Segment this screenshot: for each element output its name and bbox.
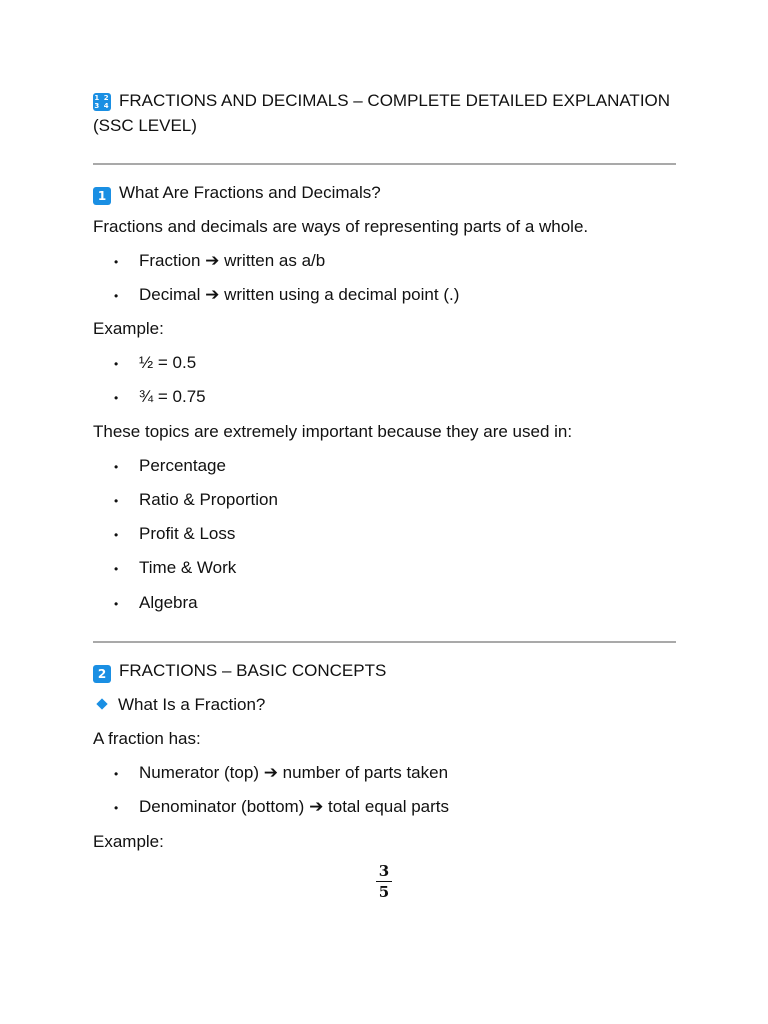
numbers-icon: 1 2 3 4 [94, 94, 110, 110]
section-2-heading-text: FRACTIONS – BASIC CONCEPTS [119, 661, 387, 680]
bullet-icon: • [114, 357, 119, 371]
uses-intro: These topics are extremely important because they are used in: [93, 422, 573, 441]
list-item [114, 557, 236, 580]
list-item-text: Denominator (bottom) ➔ total equal parts [139, 797, 450, 816]
page-title [93, 88, 678, 138]
section-1-heading-text: What Are Fractions and Decimals? [119, 183, 381, 202]
list-item [114, 386, 206, 409]
list-item-text: Time & Work [139, 558, 237, 577]
example-label: Example: [93, 832, 164, 851]
bullet-icon: • [114, 767, 119, 781]
list-item [114, 796, 449, 819]
bullet-icon: • [114, 597, 119, 611]
list-item-text: Percentage [139, 456, 226, 475]
list-item [114, 352, 196, 375]
list-item [114, 455, 226, 478]
list-item [114, 592, 198, 615]
bullet-icon: • [114, 460, 119, 474]
divider [93, 163, 676, 165]
list-item [114, 523, 235, 546]
list-item-text: Profit & Loss [139, 524, 236, 543]
number-one-icon: 1 [93, 187, 111, 205]
bullet-icon: • [114, 801, 119, 815]
bullet-icon: • [114, 494, 119, 508]
list-item-text: Algebra [139, 593, 198, 612]
fraction-denominator: 5 [378, 883, 390, 901]
example-label: Example: [93, 319, 164, 338]
list-item-text: Ratio & Proportion [139, 490, 278, 509]
list-item [114, 762, 448, 785]
bullet-icon: • [114, 528, 119, 542]
section-1-heading [93, 182, 381, 205]
bullet-icon: • [114, 255, 119, 269]
section-2-heading [93, 660, 386, 683]
list-item-text: Decimal ➔ written using a decimal point (.) [139, 285, 460, 304]
list-item-text: ½ = 0.5 [139, 353, 197, 372]
section-2-subheading [93, 694, 265, 716]
page-title-text: FRACTIONS AND DECIMALS – COMPLETE DETAILED EXPLANATION (SSC LEVEL) [93, 91, 671, 135]
bullet-icon: • [114, 289, 119, 303]
list-item-text: ¾ = 0.75 [139, 387, 206, 406]
list-item [114, 250, 325, 273]
fraction-numerator: 3 [378, 862, 390, 880]
diamond-icon [96, 698, 107, 709]
bullet-icon: • [114, 391, 119, 405]
section-2-intro: A fraction has: [93, 729, 201, 748]
list-item-text: Numerator (top) ➔ number of parts taken [139, 763, 449, 782]
section-1-intro: Fractions and decimals are ways of representing parts of a whole. [93, 217, 589, 236]
divider [93, 641, 676, 643]
list-item-text: Fraction ➔ written as a/b [139, 251, 326, 270]
bullet-icon: • [114, 562, 119, 576]
number-two-icon: 2 [93, 665, 111, 683]
fraction-example [373, 862, 395, 901]
fraction-bar [376, 881, 392, 882]
list-item [114, 489, 278, 512]
section-2-subheading-text: What Is a Fraction? [118, 695, 266, 714]
list-item [114, 284, 459, 307]
